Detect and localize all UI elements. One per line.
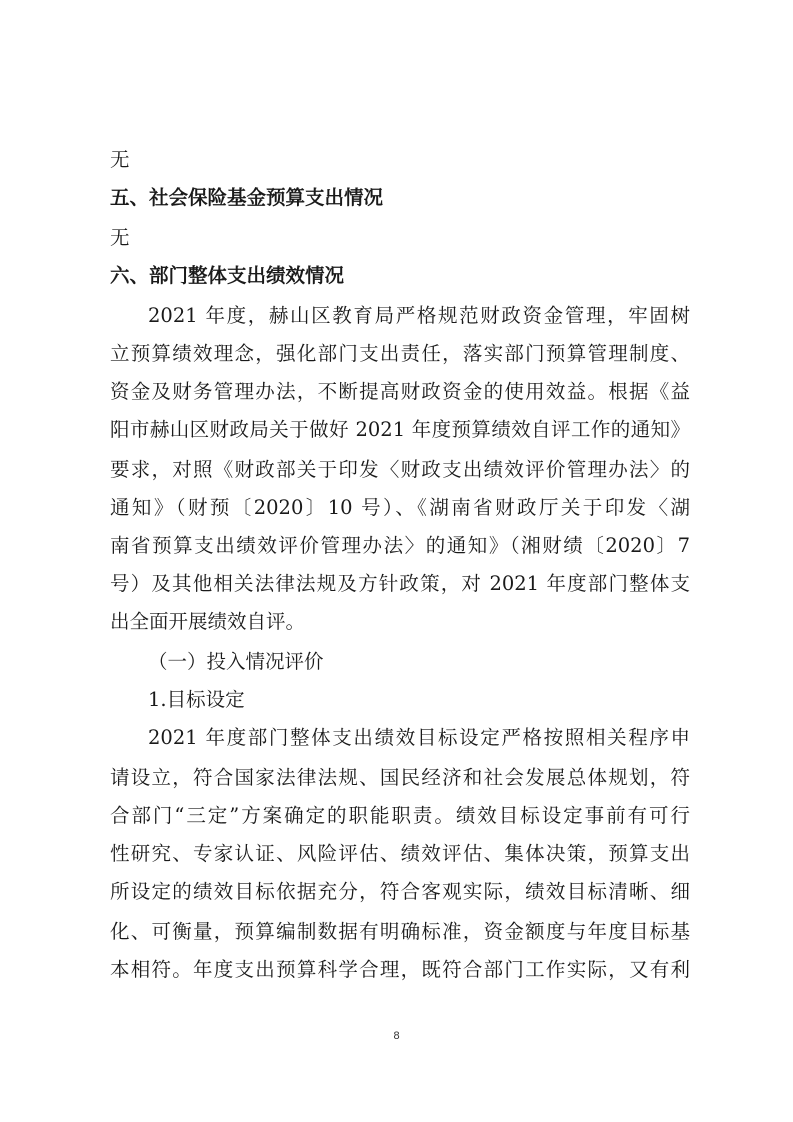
paragraph-line: 出全面开展绩效自评。 <box>110 610 306 633</box>
section-heading-5: 五、社会保险基金预算支出情况 <box>110 186 384 209</box>
subsection-heading: （一）投入情况评价 <box>148 650 324 673</box>
paragraph-line: 化、可衡量，预算编制数据有明确标准，资金额度与年度目标基 <box>110 920 690 943</box>
paragraph-line: 所设定的绩效目标依据充分，符合客观实际，绩效目标清晰、细 <box>110 880 690 903</box>
section-heading-6: 六、部门整体支出绩效情况 <box>110 264 345 287</box>
paragraph-line: 2021 年度部门整体支出绩效目标设定严格按照相关程序申 <box>148 726 690 749</box>
paragraph-line: 性研究、专家认证、风险评估、绩效评估、集体决策，预算支出 <box>110 842 690 865</box>
paragraph-line: 2021 年度，赫山区教育局严格规范财政资金管理，牢固树 <box>148 304 690 327</box>
paragraph-line: 号）及其他相关法律法规及方针政策，对 2021 年度部门整体支 <box>110 572 690 595</box>
paragraph-line: 阳市赫山区财政局关于做好 2021 年度预算绩效自评工作的通知》 <box>110 418 690 441</box>
page-number: 8 <box>393 1030 400 1042</box>
text-line: 无 <box>110 148 130 171</box>
paragraph-line: 要求，对照《财政部关于印发〈财政支出绩效评价管理办法〉的 <box>110 458 690 481</box>
paragraph-line: 南省预算支出绩效评价管理办法〉的通知》（湘财绩〔2020〕7 <box>110 534 690 557</box>
paragraph-line: 本相符。年度支出预算科学合理，既符合部门工作实际，又有利 <box>110 958 690 981</box>
text-line: 无 <box>110 226 130 249</box>
paragraph-line: 立预算绩效理念，强化部门支出责任，落实部门预算管理制度、 <box>110 342 690 365</box>
paragraph-line: 请设立，符合国家法律法规、国民经济和社会发展总体规划，符 <box>110 766 690 789</box>
subsection-item: 1.目标设定 <box>148 688 245 711</box>
paragraph-line: 资金及财务管理办法，不断提高财政资金的使用效益。根据《益 <box>110 380 690 403</box>
paragraph-line: 合部门“三定”方案确定的职能职责。绩效目标设定事前有可行 <box>110 804 690 827</box>
paragraph-line: 通知》（财预〔2020〕10 号）、《湖南省财政厅关于印发〈湖 <box>110 496 690 519</box>
